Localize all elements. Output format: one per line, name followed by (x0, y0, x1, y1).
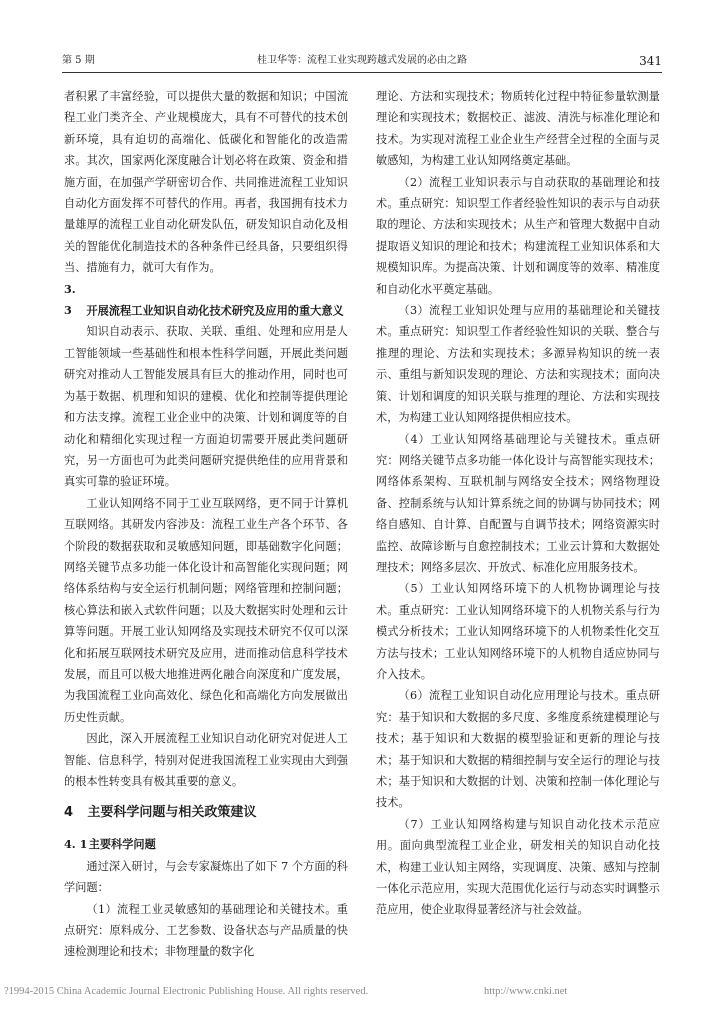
section-title: 开展流程工业知识自动化技术研究及应用的重大意义 (86, 303, 344, 318)
paragraph: 通过深入研讨，与会专家凝炼出了如下 7 个方面的科学问题： (64, 859, 348, 895)
right-column (376, 86, 660, 921)
cnki-link[interactable]: http://www.cnki.net (484, 986, 568, 997)
section-4-heading (64, 802, 348, 824)
left-column (64, 86, 348, 963)
list-item-body: 重点研究：知识型工作者经验性知识的表示与自动获取的理论、方法和实现技术；从生产和管理大数据中自动提取语义知识的理论和技术；构建流程工业知识体系和大规模知识库。为提高决策、计划和调度等的效率、精准度和自动化水平奠定基础。 (376, 197, 660, 296)
copyright-footer (0, 982, 724, 1002)
list-item-title: （6）流程工业知识自动化应用理论与技术。 (398, 689, 626, 703)
list-item-1 (64, 899, 348, 963)
list-item-body: 重点研究：基于知识和大数据的多尺度、多维度系统建模理论与技术；基于知识和大数据的模型验证和更新的理论与技术；基于知识和大数据的精细控制与安全运行的理论与技术；基于知识和大数据的计划、决策和控制一体化理论与技术。 (376, 689, 660, 810)
paragraph: 工业认知网络不同于工业互联网络，更不同于计算机互联网络。其研发内容涉及：流程工业生产各个环节、各个阶段的数据获取和灵敏感知问题，即基础数字化问题；网络关键节点多功能一体化设计和高智能化实现问题；网络体系结构与安全运行机制问题；网络管理和控制问题；核心算法和嵌入式软件问题；以及大数据实时处理和云计算等问题。开展工业认知网络及实现技术研究不仅可以深化和拓展互联网技术研究及应用，进而推动信息科学技术发展，而且可以极大地推进两化融合向深度和广度发展，为我国流程工业向高效化、绿色化和高端化方向发展做出历史性贡献。 (64, 496, 348, 724)
list-item-5 (376, 578, 660, 685)
list-item-1-continued: 理论、方法和实现技术；物质转化过程中特征参量软测量理论和实现技术；数据校正、滤波、清洗与标准化理论和技术。为实现对流程工业企业生产经营全过程的全面与灵敏感知，为构建工业认知网络奠定基础。 (376, 90, 660, 168)
list-item-body: 重点研究：原料成分、工艺参数、设备状态与产品质量的快速检测理论和技术；非物理量的数字化 (64, 902, 348, 959)
list-item-body: 重点研究：知识型工作者经验性知识的关联、整合与推理的理论、方法和实现技术；多源异构知识的统一表示、重组与新知识发现的理论、方法和实现技术；面向决策、计划和调度的知识关联与推理的理论、方法和实现技术，为构建工业认知网络提供相应技术。 (376, 325, 660, 425)
section-title: 主要科学问题 (88, 837, 156, 852)
list-item-body: 面向典型流程工业企业，研发相关的知识自动化技术，构建工业认知主网络，实现调度、决策、感知与控制一体化示范应用，实现大范围优化运行与动态实时调整示范应用，使企业取得显著经济与社会效益。 (376, 839, 660, 917)
section-4-1-heading (64, 834, 348, 855)
section-title: 主要科学问题与相关政策建议 (87, 805, 257, 821)
section-number: 3. 3 (64, 281, 76, 318)
list-item-4 (376, 429, 660, 579)
list-item-title: （4）工业认知网络基础理论与关键技术。 (398, 432, 625, 446)
list-item-body: 重点研究：工业认知网络环境下的人机物关系与行为模式分析技术；工业认知网络环境下的人机物柔性化交互方法与技术；工业认知网络环境下的人机物自适应协同与介入技术。 (376, 603, 660, 681)
paragraph-continued: 者积累了丰富经验，可以提供大量的数据和知识；中国流程工业门类齐全、产业规模庞大，具有不可替代的技术创新环境，具有迫切的高端化、低碳化和智能化的改造需求。其次，国家两化深度融合计划必将在政策、资金和措施方面，在加强产学研密切合作、共同推进流程工业知识自动化方面发挥不可替代的作用。再者，我国拥有技术力量雄厚的流程工业自动化研发队伍，研发知识自动化及相关的智能优化制造技术的各种条件已经具备，只要组织得当、措施有力，就可大有作为。 (64, 90, 348, 275)
list-item-2 (376, 172, 660, 300)
section-number: 4. 1 (64, 837, 88, 852)
paragraph: 知识自动表示、获取、关联、重组、处理和应用是人工智能领域一些基础性和根本性科学问题，开展此类问题研究对推动人工智能发展具有巨大的推动作用，同时也可为基于数据、机理和知识的建模、优化和控制等提供理论和方法支撑。流程工业企业中的决策、计划和调度等的自动化和精细化实现过程一方面迫切需要开展此类问题研究，另一方面也可为此类问题研究提供绝佳的应用背景和真实可靠的验证环境。 (64, 325, 348, 489)
header-rule (62, 72, 662, 73)
paragraph: 因此，深入开展流程工业知识自动化研究对促进人工智能、信息科学，特别对促进我国流程工业实现由大到强的根本性转变具有极其重要的意义。 (64, 732, 348, 788)
list-item-7 (376, 814, 660, 921)
section-3-3-heading (64, 279, 348, 322)
copyright-notice: ?1994-2015 China Academic Journal Electronic Publishing House. All rights reserved. (4, 986, 369, 997)
list-item-body: 重点研究：网络关键节点多功能一体化设计与高智能实现技术；网络体系架构、互联机制与网络安全技术；网络物理设备、控制系统与认知计算系统之间的协调与协同技术；网络自感知、自计算、自配置与自调节技术；网络资源实时监控、故障诊断与自愈控制技术；工业云计算和大数据处理技术；网络多层次、开放式、标准化应用服务技术。 (376, 432, 660, 574)
list-item-title: （7）工业认知网络构建与知识自动化技术示范应用。 (376, 817, 660, 853)
list-item-title: （3）流程工业知识处理与应用的基础理论和关键技术。 (376, 304, 660, 339)
running-header (62, 52, 662, 70)
list-item-3 (376, 300, 660, 428)
list-item-6 (376, 685, 660, 813)
journal-issue: 第 5 期 (62, 55, 95, 66)
section-number: 4 (64, 805, 74, 821)
list-item-title: （2）流程工业知识表示与自动获取的基础理论和技术。 (376, 175, 660, 211)
running-title: 桂卫华等：流程工业实现跨越式发展的必由之路 (257, 55, 467, 66)
page-number: 341 (639, 54, 662, 68)
list-item-title: （5）工业认知网络环境下的人机物协调理论与技术。 (376, 582, 660, 617)
list-item-title: （1）流程工业灵敏感知的基础理论和关键技术。 (86, 902, 337, 916)
